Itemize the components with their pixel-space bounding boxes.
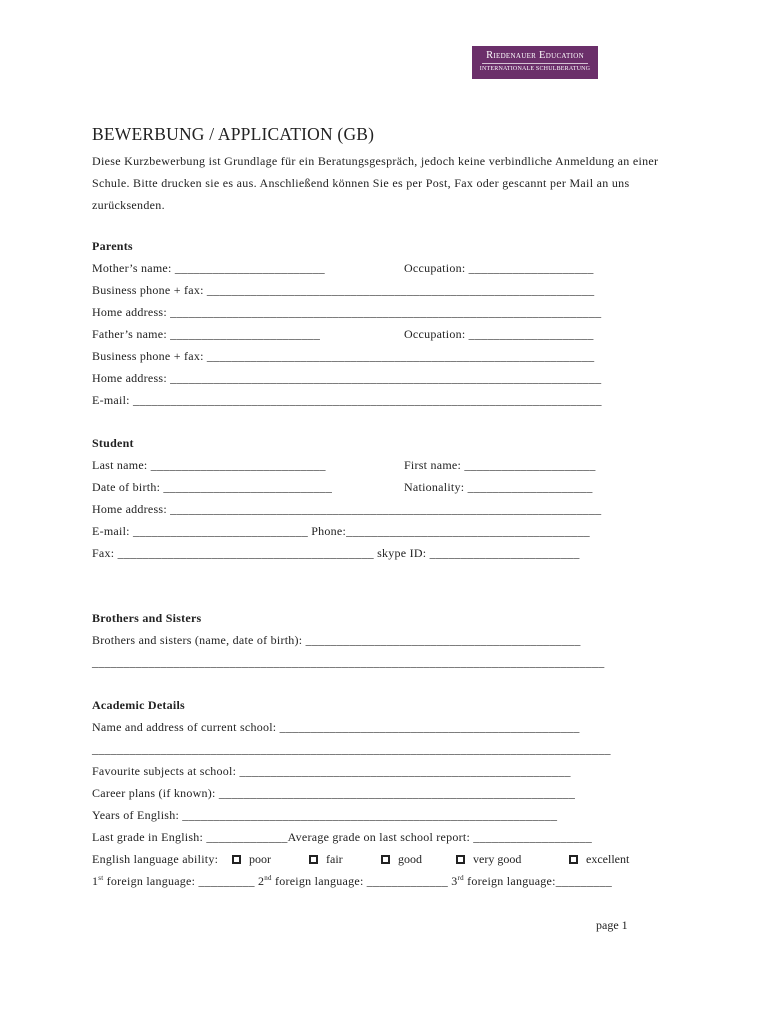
student-email-phone-field[interactable]: E-mail: ____________________________ Phone:_______________________________________ (92, 524, 590, 538)
favourite-subjects-field[interactable]: Favourite subjects at school: _____________________________________________________ (92, 764, 571, 778)
logo-divider (482, 63, 588, 64)
student-heading: Student (92, 436, 134, 450)
ability-option-excellent[interactable]: excellent (569, 852, 629, 867)
siblings-field[interactable]: Brothers and sisters (name, date of birth): ____________________________________________ (92, 633, 581, 647)
parents-heading: Parents (92, 239, 133, 253)
student-first-name-field[interactable]: First name: _____________________ (404, 458, 596, 472)
foreign-languages-field[interactable]: 1st foreign language: _________ 2nd foreign language: _____________ 3rd foreign language:_________ (92, 874, 612, 888)
checkbox-icon[interactable] (381, 855, 390, 864)
last-grade-field[interactable]: Last grade in English: _____________Average grade on last school report: ___________________ (92, 830, 593, 844)
father-name-field[interactable]: Father’s name: ________________________ (92, 327, 321, 341)
mother-home-address-field[interactable]: Home address: _____________________________________________________________________ (92, 305, 602, 319)
ability-option-very-good[interactable]: very good (456, 852, 521, 867)
logo-line2: INTERNATIONALE SCHULBERATUNG (479, 66, 591, 72)
career-plans-field[interactable]: Career plans (if known): _________________________________________________________ (92, 786, 576, 800)
father-occupation-field[interactable]: Occupation: ____________________ (404, 327, 594, 341)
checkbox-icon[interactable] (569, 855, 578, 864)
ability-option-fair[interactable]: fair (309, 852, 343, 867)
mother-business-phone-field[interactable]: Business phone + fax: ______________________________________________________________ (92, 283, 595, 297)
checkbox-icon[interactable] (232, 855, 241, 864)
siblings-field-line2[interactable]: __________________________________________________________________________________ (92, 655, 605, 669)
father-home-address-field[interactable]: Home address: _____________________________________________________________________ (92, 371, 602, 385)
student-fax-skype-field[interactable]: Fax: _________________________________________ skype ID: ________________________ (92, 546, 580, 560)
mother-name-field[interactable]: Mother’s name: ________________________ (92, 261, 325, 275)
mother-occupation-field[interactable]: Occupation: ____________________ (404, 261, 594, 275)
checkbox-icon[interactable] (456, 855, 465, 864)
parents-email-field[interactable]: E-mail: ___________________________________________________________________________ (92, 393, 602, 407)
intro-text: Diese Kurzbewerbung ist Grundlage für ein Beratungsgespräch, jedoch keine verbindliche Anmeldung an einer Schule. Bitte drucken sie es aus. Anschließend können Sie es per Post, Fax oder gescannt per Mail an uns zurücksenden. (92, 154, 659, 212)
student-last-name-field[interactable]: Last name: ____________________________ (92, 458, 326, 472)
checkbox-icon[interactable] (309, 855, 318, 864)
ability-label: English language ability: (92, 852, 219, 866)
page-title: BEWERBUNG / APPLICATION (GB) (92, 124, 375, 144)
student-home-address-field[interactable]: Home address: _____________________________________________________________________ (92, 502, 602, 516)
page-number: page 1 (596, 918, 628, 932)
current-school-field[interactable]: Name and address of current school: ________________________________________________ (92, 720, 580, 734)
logo (472, 46, 598, 79)
student-dob-field[interactable]: Date of birth: ___________________________ (92, 480, 333, 494)
ability-option-good[interactable]: good (381, 852, 422, 867)
years-english-field[interactable]: Years of English: ____________________________________________________________ (92, 808, 558, 822)
father-business-phone-field[interactable]: Business phone + fax: ______________________________________________________________ (92, 349, 595, 363)
current-school-field-line2[interactable]: ___________________________________________________________________________________ (92, 742, 611, 756)
logo-line1: Riedenauer Education (486, 50, 584, 61)
ability-option-poor[interactable]: poor (232, 852, 271, 867)
academic-heading: Academic Details (92, 698, 185, 712)
siblings-heading: Brothers and Sisters (92, 611, 202, 625)
student-nationality-field[interactable]: Nationality: ____________________ (404, 480, 593, 494)
